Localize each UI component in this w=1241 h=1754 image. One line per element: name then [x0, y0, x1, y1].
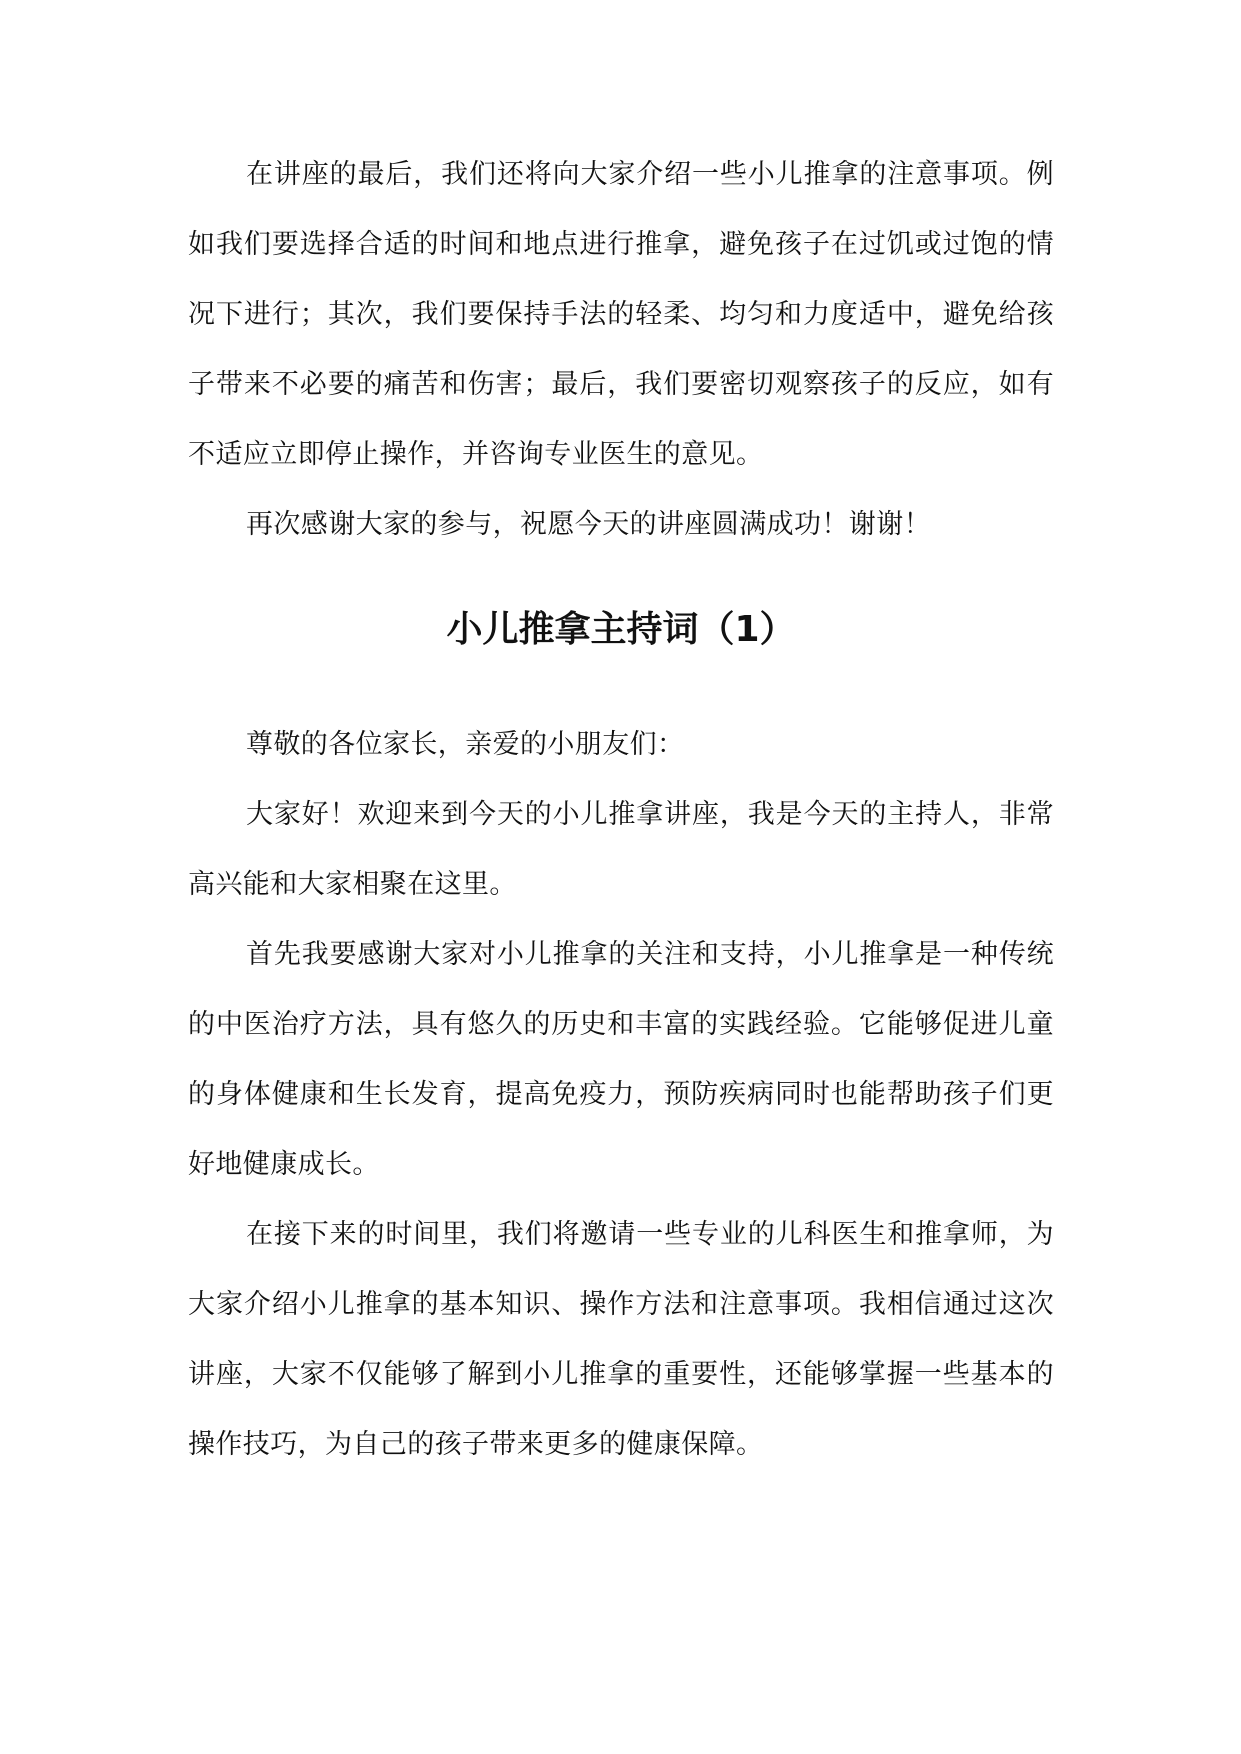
paragraph-introduction: 首先我要感谢大家对小儿推拿的关注和支持，小儿推拿是一种传统的中医治疗方法，具有悠久的历史和丰富的实践经验。它能够促进儿童的身体健康和生长发育，提高免疫力，预防疾病同时也能帮助孩子们更好地健康成长。 — [188, 939, 1054, 1180]
spacer — [188, 560, 1054, 604]
paragraph-precautions: 在讲座的最后，我们还将向大家介绍一些小儿推拿的注意事项。例如我们要选择合适的时间和地点进行推拿，避免孩子在过饥或过饱的情况下进行；其次，我们要保持手法的轻柔、均匀和力度适中，避免给孩子带来不必要的痛苦和伤害；最后，我们要密切观察孩子的反应，如有不适应立即停止操作，并咨询专业医生的意见。 — [188, 159, 1054, 470]
section-title: 小儿推拿主持词（1） — [446, 609, 796, 650]
document-body — [188, 140, 1054, 1480]
paragraph-agenda: 在接下来的时间里，我们将邀请一些专业的儿科医生和推拿师，为大家介绍小儿推拿的基本知识、操作方法和注意事项。我相信通过这次讲座，大家不仅能够了解到小儿推拿的重要性，还能够掌握一些基本的操作技巧，为自己的孩子带来更多的健康保障。 — [188, 1219, 1054, 1460]
paragraph-salutation: 尊敬的各位家长，亲爱的小朋友们： — [246, 729, 685, 760]
paragraph-thanks: 再次感谢大家的参与，祝愿今天的讲座圆满成功！谢谢！ — [246, 509, 931, 540]
spacer — [188, 656, 1054, 710]
paragraph-greeting: 大家好！欢迎来到今天的小儿推拿讲座，我是今天的主持人，非常高兴能和大家相聚在这里。 — [188, 799, 1054, 900]
